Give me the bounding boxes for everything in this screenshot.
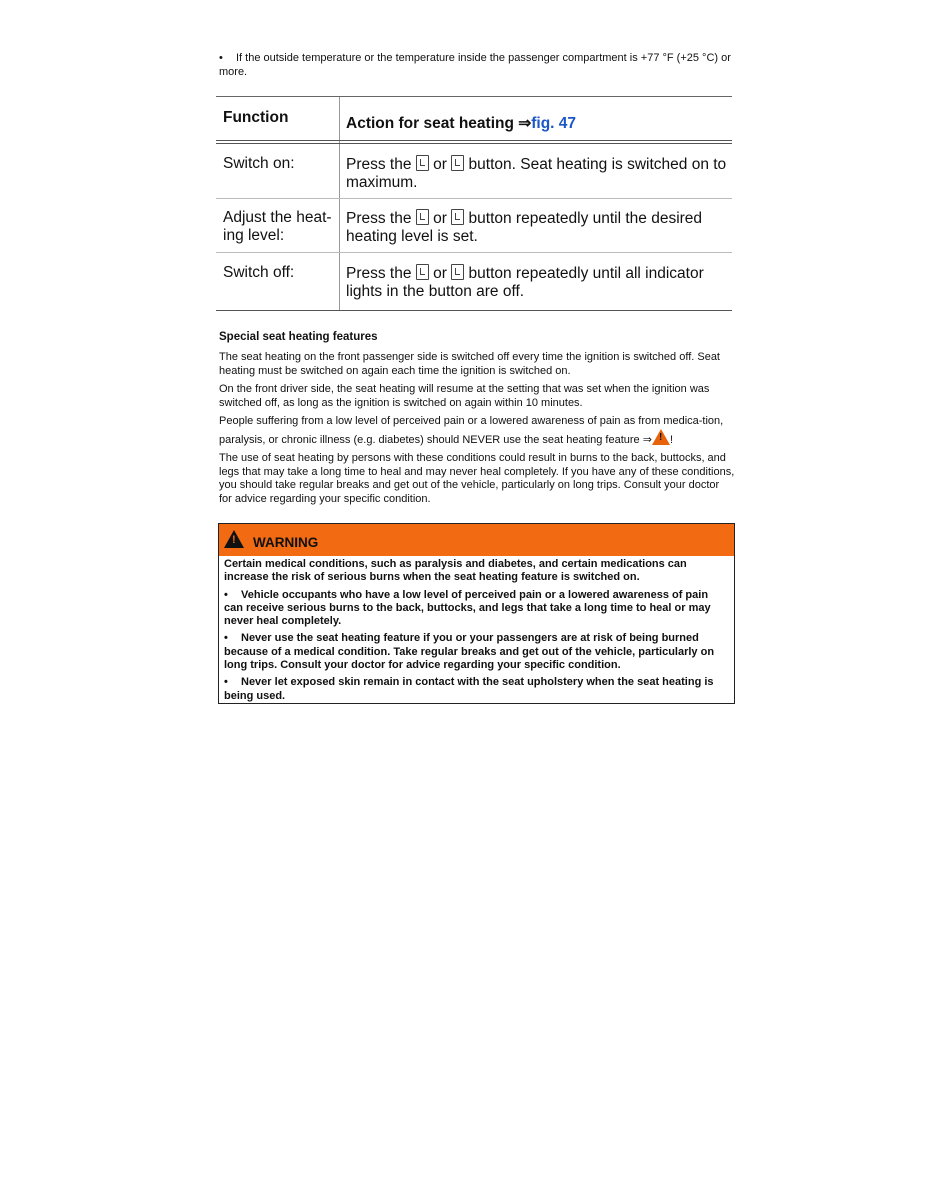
header-rule-1 <box>216 140 732 141</box>
warning-triangle-icon <box>224 530 244 548</box>
paragraph: The use of seat heating by persons with these conditions could result in burns to the back, buttocks, and legs that may take a long time to heal and may never heal completely. If you have any of these conditions, you should take regular breaks and get out of the vehicle, particularly on long trips. Consult your doctor for advice regarding your specific condition. <box>219 452 735 505</box>
warning-intro: Certain medical conditions, such as paralysis and diabetes, and certain medications can increase the risk of serious burns when the seat heating feature is switched on. <box>224 558 687 584</box>
bullet-marker: • <box>224 632 228 645</box>
special-features-section <box>219 330 735 511</box>
warning-icon-mark: ! <box>658 431 663 443</box>
warning-title: WARNING <box>253 535 319 550</box>
row-divider <box>216 252 732 253</box>
warning-triangle-icon[interactable] <box>652 429 670 445</box>
row-function: Switch off: <box>223 264 295 281</box>
row-function: Switch on: <box>223 155 295 172</box>
table-top-rule <box>216 96 732 97</box>
header-action-label: Action for seat heating <box>346 115 514 132</box>
bullet-marker: • <box>219 52 223 64</box>
warning-item <box>224 589 730 629</box>
warning-icon-mark: ! <box>232 534 236 546</box>
row-action <box>346 155 731 192</box>
bullet-marker: • <box>224 588 228 601</box>
warning-header <box>219 524 734 556</box>
header-action <box>346 115 731 133</box>
seat-heating-button-icon <box>451 209 464 225</box>
row-action <box>346 209 731 246</box>
action-pre: Press the <box>346 210 412 227</box>
warning-item <box>224 632 730 672</box>
figure-link[interactable]: fig. 47 <box>531 115 577 132</box>
action-post: button repeatedly until all indicator lights in the button are off. <box>346 265 704 300</box>
paragraph-text: People suffering from a low level of perceived pain or a lowered awareness of pain as from medica-tion, paralysis, or chronic illness (e.g. diabetes) should NEVER use the seat heating feature ⇒ <box>219 415 724 446</box>
seat-heating-button-icon <box>451 264 464 280</box>
action-mid: or <box>433 265 447 282</box>
header-rule-2 <box>216 143 732 144</box>
row-divider <box>216 198 732 199</box>
section-title: Special seat heating features <box>219 331 378 343</box>
row-function: Adjust the heat-ing level: <box>223 209 332 244</box>
action-pre: Press the <box>346 265 412 282</box>
action-mid: or <box>433 156 447 173</box>
seat-heating-table <box>216 96 732 311</box>
warning-item-text: Vehicle occupants who have a low level of perceived pain or a lowered awareness of pain can receive serious burns to the back, buttocks, and legs that take a long time to heal or may never heal completely. <box>224 588 711 628</box>
intro-bullet-item <box>219 52 739 79</box>
seat-heating-button-icon <box>416 155 429 171</box>
intro-text: If the outside temperature or the temperature inside the passenger compartment is +77 °F (+25 °C) or more. <box>219 52 731 78</box>
action-pre: Press the <box>346 156 412 173</box>
bullet-marker: • <box>224 676 228 689</box>
paragraph: The seat heating on the front passenger side is switched off every time the ignition is switched off. Seat heating must be switched on again each time the ignition is switched on. <box>219 351 720 377</box>
seat-heating-button-icon <box>416 264 429 280</box>
warning-body <box>224 558 730 707</box>
table-column-divider <box>339 97 340 311</box>
seat-heating-button-icon <box>451 155 464 171</box>
header-function: Function <box>223 109 289 126</box>
warning-item-text: Never use the seat heating feature if you or your passengers are at risk of being burned because of a medical condition. Take regular breaks and get out of the vehicle, particularly on long trips. Consult your doctor for advice regarding your specific condition. <box>224 632 715 672</box>
action-post: button. Seat heating is switched on to maximum. <box>346 156 727 191</box>
table-bottom-rule <box>216 310 732 311</box>
warning-item-text: Never let exposed skin remain in contact with the seat upholstery when the seat heating is being used. <box>224 676 714 702</box>
ref-arrow: ⇒ <box>518 115 532 132</box>
paragraph <box>219 415 735 447</box>
seat-heating-button-icon <box>416 209 429 225</box>
paragraph: On the front driver side, the seat heating will resume at the setting that was set when the ignition was switched off, as long as the ignition is switched on again within 10 minutes. <box>219 383 710 409</box>
paragraph-end: ! <box>669 433 674 446</box>
warning-item <box>224 676 730 703</box>
action-post: button repeatedly until the desired heating level is set. <box>346 210 703 245</box>
action-mid: or <box>433 210 447 227</box>
row-action <box>346 264 731 301</box>
warning-box <box>218 523 735 704</box>
